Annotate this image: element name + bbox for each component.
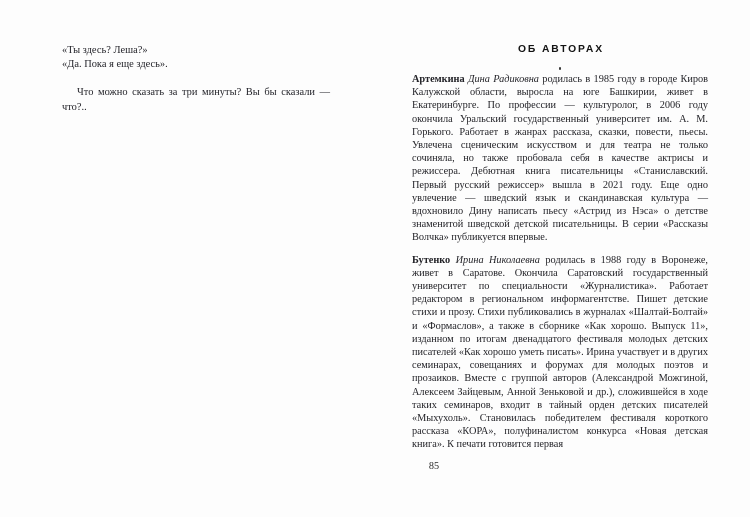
page-title: ОБ АВТОРАХ — [517, 44, 605, 55]
paragraph-spacer — [62, 72, 330, 86]
author-bio-text: родилась в 1985 году в городе Киров Калужской области, выросла на юге Башкирии, живет в Екатеринбурге. По профессии — культуролог, в 2006 году окончила Уральский государственный университет им. А. М. Горького. Работает в жанрах рассказа, сказки, повести, пьесы. Увлечена сценическим искусством и для театра не только сочиняла, но также пробовала себя в качестве актрисы и режиссера. Дебютная книга писательницы «Станиславский. Первый русский режиссер» вышла в 2021 году. Еще одно увлечение — шведский язык и скандинавская культура — вдохновило Дину написать пьесу «Астрид из Нэса» о детстве знаменитой шведской детской писательницы. В серии «Рассказы Волчка» публикуется впервые. — [412, 74, 709, 244]
right-page-text-column — [412, 44, 708, 452]
page-number-folio: 85 — [428, 461, 440, 472]
author-bio-text: родилась в 1988 году в Воронеже, живет в Саратове. Окончила Саратовский государственный университет по специальности «Журналистика». Работает редактором в региональном информагентстве. Пишет детские стихи и прозу. Стихи публиковались в журналах «Шалтай-Болтай» и «Формаслов», а также в сборнике «Как хорошо. Выпуск 11», изданном по итогам двенадцатого фестиваля молодых детских писателей «Как хорошо уметь писать». Ирина участвует и в других семинарах, совещаниях и форумах для молодых поэтов и прозаиков. Вместе с группой авторов (Александрой Можгиной, Алексеем Зайцевым, Анной Зеньковой и др.), сложившейся в ходе таких семинаров, входит в тайный орден детских писателей «Мыхухоль». Становилась победителем фестиваля короткого рассказа «КОРА», полуфиналистом конкурса «Новая детская книга». К печати готовится первая — [412, 254, 709, 451]
author-given-name: Ирина Николаевна — [455, 254, 540, 266]
author-surname: Артемкина — [412, 74, 465, 85]
dialogue-line-1: «Ты здесь? Леша?» — [62, 45, 148, 56]
dialogue-line-2: «Да. Пока я еще здесь». — [62, 59, 168, 71]
author-given-name: Дина Радиковна — [467, 74, 539, 85]
left-page-text-column — [62, 44, 330, 115]
left-page-paragraph: Что можно сказать за три минуты? Вы бы сказали — что?.. — [62, 87, 330, 113]
divider-dot — [559, 67, 562, 70]
author-bio-1 — [412, 73, 708, 245]
author-surname: Бутенко — [412, 254, 451, 266]
author-bio-2 — [412, 254, 708, 452]
dot-divider-icon — [412, 63, 708, 73]
